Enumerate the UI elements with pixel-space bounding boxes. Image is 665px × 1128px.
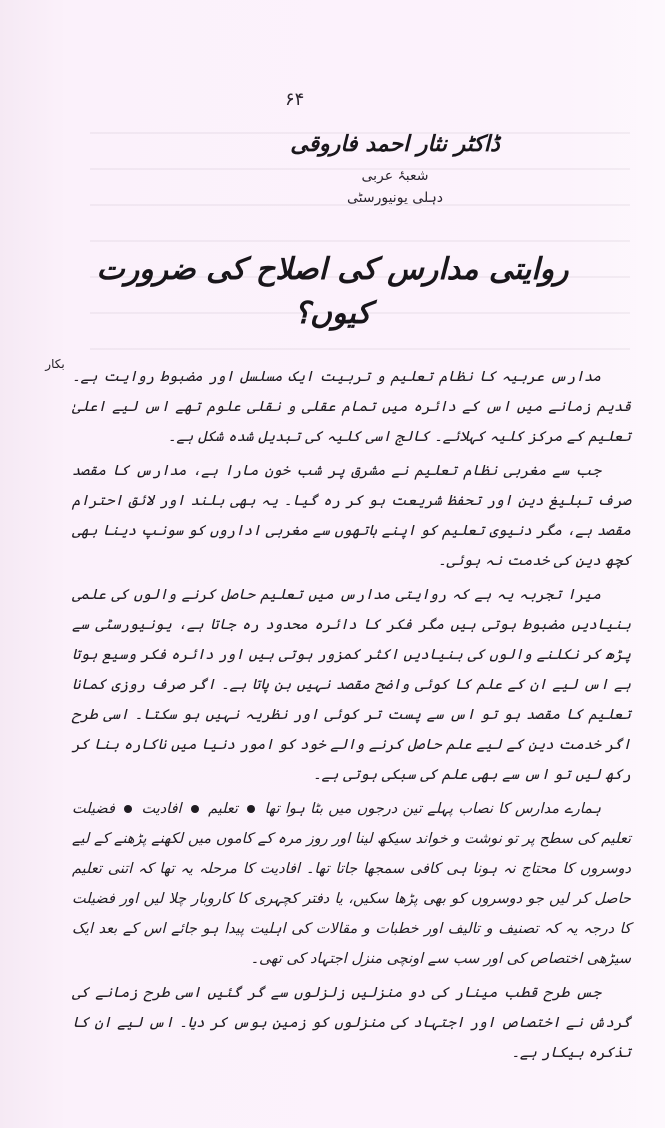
stage-label: تعلیم: [208, 801, 238, 817]
bullet-icon: [191, 805, 199, 813]
closing-paragraph: جس طرح قطب مینار کی دو منزلیں زلزلوں سے گر گئیں اسی طرح زمانے کی گردش نے اختصاص اور اجتہاد کی منزلوں کو زمین بوس کر دیا۔ اس لیے ان کا تذکرہ بیکار ہے۔: [72, 985, 631, 1061]
paragraph: میرا تجربہ یہ ہے کہ روایتی مدارس میں تعلیم حاصل کرنے والوں کی علمی بنیادیں مضبوط ہوتی ہیں مگر فکر کا دائرہ محدود رہ جاتا ہے، یونیورسٹی سے پڑھ کر نکلنے والوں کی بنیادیں اکثر کمزور ہوتی ہیں اور دائرہ فکر وسیع ہوتا ہے اس لیے ان کے علم کا کوئی واضح مقصد نہیں بن پاتا ہے۔ اگر صرف روزی کمانا تعلیم کا مقصد ہو تو اس سے پست تر کوئی اور نظریہ نہیں ہو سکتا۔ اسی طرح اگر خدمت دین کے لیے علم حاصل کرنے والے خود کو امور دنیا میں ناکارہ بنا کر رکھ لیں تو اس سے بھی علم کی سبکی ہوتی ہے۔: [72, 587, 631, 783]
curriculum-intro: ہمارے مدارس کا نصاب پہلے تین درجوں میں بٹا ہوا تھا: [264, 801, 602, 817]
paragraph: جب سے مغربی نظام تعلیم نے مشرق پر شب خون مارا ہے، مدارس کا مقصد صرف تبلیغ دین اور تحفظ شریعت ہو کر رہ گیا۔ یہ بھی بلند اور لائق احترام مقصد ہے، مگر دنیوی تعلیم کو اپنے ہاتھوں سے مغربی اداروں کو سونپ دینا بھی کچھ دین کی خدمت نہ ہوئی۔: [72, 463, 631, 569]
page-number: ۶۴: [285, 89, 305, 110]
author-department: شعبۂ عربی: [361, 168, 429, 184]
curriculum-rest: تعلیم کی سطح پر تو نوشت و خواند سیکھ لینا اور روز مرہ کے کاموں میں لکھنے پڑھنے کے لیے دوسروں کا محتاج نہ ہونا ہی کافی سمجھا جاتا تھا۔ افادیت کا مرحلہ یہ تھا کہ اتنی تعلیم حاصل کر لیں جو دوسروں کو بھی پڑھا سکیں، یا دفتر کچہری کا کاروبار چلا لیں اور فضیلت کا درجہ یہ کہ تصنیف و تالیف اور خطبات و مقالات کی اہلیت پیدا ہو جائے اس کے بعد ایک سیڑھی اختصاص کی اور سب سے اونچی منزل اجتہاد کی تھی۔: [72, 831, 631, 967]
bullet-icon: [247, 805, 255, 813]
stage-label: افادیت: [141, 801, 182, 817]
article-body-wrapper: [34, 357, 631, 1068]
bullet-icon: [124, 805, 132, 813]
author-university: دہلی یونیورسٹی: [346, 190, 444, 206]
margin-note: بکار: [45, 357, 65, 371]
author-block: [265, 130, 525, 208]
article-body: [72, 362, 631, 1068]
article-title: روایتی مدارس کی اصلاح کی ضرورت کیوں؟: [96, 252, 569, 331]
paragraph: مدارس عربیہ کا نظام تعلیم و تربیت ایک مسلسل اور مضبوط روایت ہے۔ قدیم زمانے میں اس کے دائرہ میں تمام عقلی و نقلی علوم تھے اس لیے اعلیٰ تعلیم کے مرکز کلیہ کہلائے۔ کالج اسی کلیہ کی تبدیل شدہ شکل ہے۔: [72, 369, 631, 445]
author-name: ڈاکٹر نثار احمد فاروقی: [290, 132, 500, 157]
curriculum-paragraph: [72, 794, 631, 974]
stage-label: فضیلت: [72, 801, 115, 817]
